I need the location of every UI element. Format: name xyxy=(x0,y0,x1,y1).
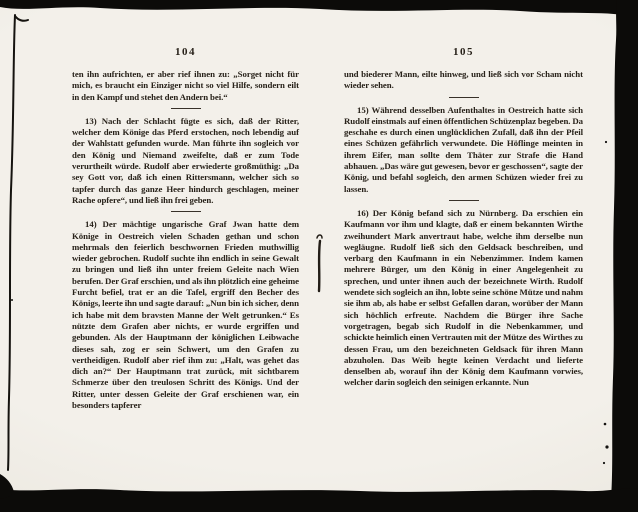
page-edge-line xyxy=(8,15,15,470)
right-continuation-paragraph: und biederer Mann, eilte hinweg, und ließ sich vor Scham nicht wieder sehen. xyxy=(344,69,583,91)
right-page xyxy=(344,46,583,389)
left-continuation-paragraph: ten ihn aufrichten, er aber rief ihnen zu: „Sorget nicht für mich, es braucht ein Einziger nicht so viel Hilfe, sondern eilt in den Kampf und stehet den Andern bei.“ xyxy=(72,69,299,102)
left-page xyxy=(72,46,299,411)
section-divider xyxy=(171,211,201,212)
paragraph-14: 14) Der mächtige ungarische Graf Jwan hatte dem Könige in Oestreich vielen Schaden gethan und schon mehrmals den feierlich beschwornen Frieden muthwillig wieder gebrochen. Rudolf suchte ihn endlich in seine Gewalt zu bringen und ließ ihn unter freiem Geleite nach Wien berufen. Der Graf erschien, und als ihn plötzlich eine geheime Furcht befiel, trat er an die Tafel, ergriff den Becher des Königs, leerte ihn und sagte darauf: „Nun bin ich sicher, denn ich habe mit dem bravsten Manne der Welt getrunken.“ Es nützte dem Grafen aber nichts, er wurde ergriffen und gebunden. Als der Hauptmann der königlichen Leibwache dieses sah, zog er sein Schwert, um den Grafen zu vertheidigen. Rudolf aber rief ihm zu: „Halt, was gehet das dich an?“ Der Hauptmann trat zurück, mit sichtbarem Schmerze über den treulosen Schritt des Königs. Und der Ritter, unter dessen Geleite der Graf erschienen war, ein besonders tapferer xyxy=(72,219,299,411)
section-divider xyxy=(449,97,479,98)
page-number-right: 105 xyxy=(453,46,474,58)
paragraph-16: 16) Der König befand sich zu Nürnberg. Da erschien ein Kaufmann vor ihm und klagte, daß er einem bekannten Wirthe zweihundert Mark anvertraut habe, welche ihm derselbe nun wegläugne. Rudolf ließ sich den Geldsack beschreiben, und verbarg den Kaufmann in ein Nebenzimmer. Indem kamen mehrere Bürger, um den König in einer Angelegenheit zu sprechen, und unter ihnen auch der bezeichnete Wirth. Rudolf wendete sich sogleich an ihn, lobte seine schöne Mütze und nahm sie ihm ab, als habe er selbst Gefallen daran, worüber der Mann sich höchlich erfreute. Nachdem die Bürger ihre Sache vorgetragen, begab sich Rudolf in die Nebenkammer, und schickte heimlich einen Vertrauten mit der Mütze des Wirthes zu dessen Frau, um den bezeichneten Geldsack für ihren Mann abzuholen. Das Weib hegte keinen Verdacht und lieferte denselben ab, worauf ihn der König dem Kaufmann vorwies, welcher darin sogleich den seinigen erkannte. Nun xyxy=(344,207,583,388)
paragraph-15: 15) Während desselben Aufenthaltes in Oestreich hatte sich Rudolf einstmals auf einen öffentlichen Schüzenplaz begeben. Da geschahe es durch einen unglücklichen Zufall, daß ihn der Pfeil eines Schüzen gefährlich verwundete. Die Höflinge meinten in ihrem Eifer, man sollte dem Thäter zur Strafe die Hand abhauen. „Das wäre gut gewesen, bevor er geschossen“, sagte der König, und befahl sogleich, den armen Schüzen wieder frei zu lassen. xyxy=(344,104,583,194)
gutter-artifact xyxy=(317,235,322,291)
page-number-left: 104 xyxy=(175,46,196,58)
paragraph-13: 13) Nach der Schlacht fügte es sich, daß der Ritter, welcher dem Könige das Pferd erstochen, noch lebendig auf der Wahlstatt gefunden wurde. Man führte ihn sogleich vor den König und Niemand zweifelte, daß er zum Tode verurtheilt würde. Rudolf aber erwiederte großmüthig: „Da sey Gott vor, daß ich einen Rittersmann, welcher sich so tapfer durch das ganze Heer hindurch geschlagen, meiner Rache opfere“, und ließ ihn frei geben. xyxy=(72,115,299,205)
section-divider xyxy=(171,108,201,109)
section-divider xyxy=(449,200,479,201)
